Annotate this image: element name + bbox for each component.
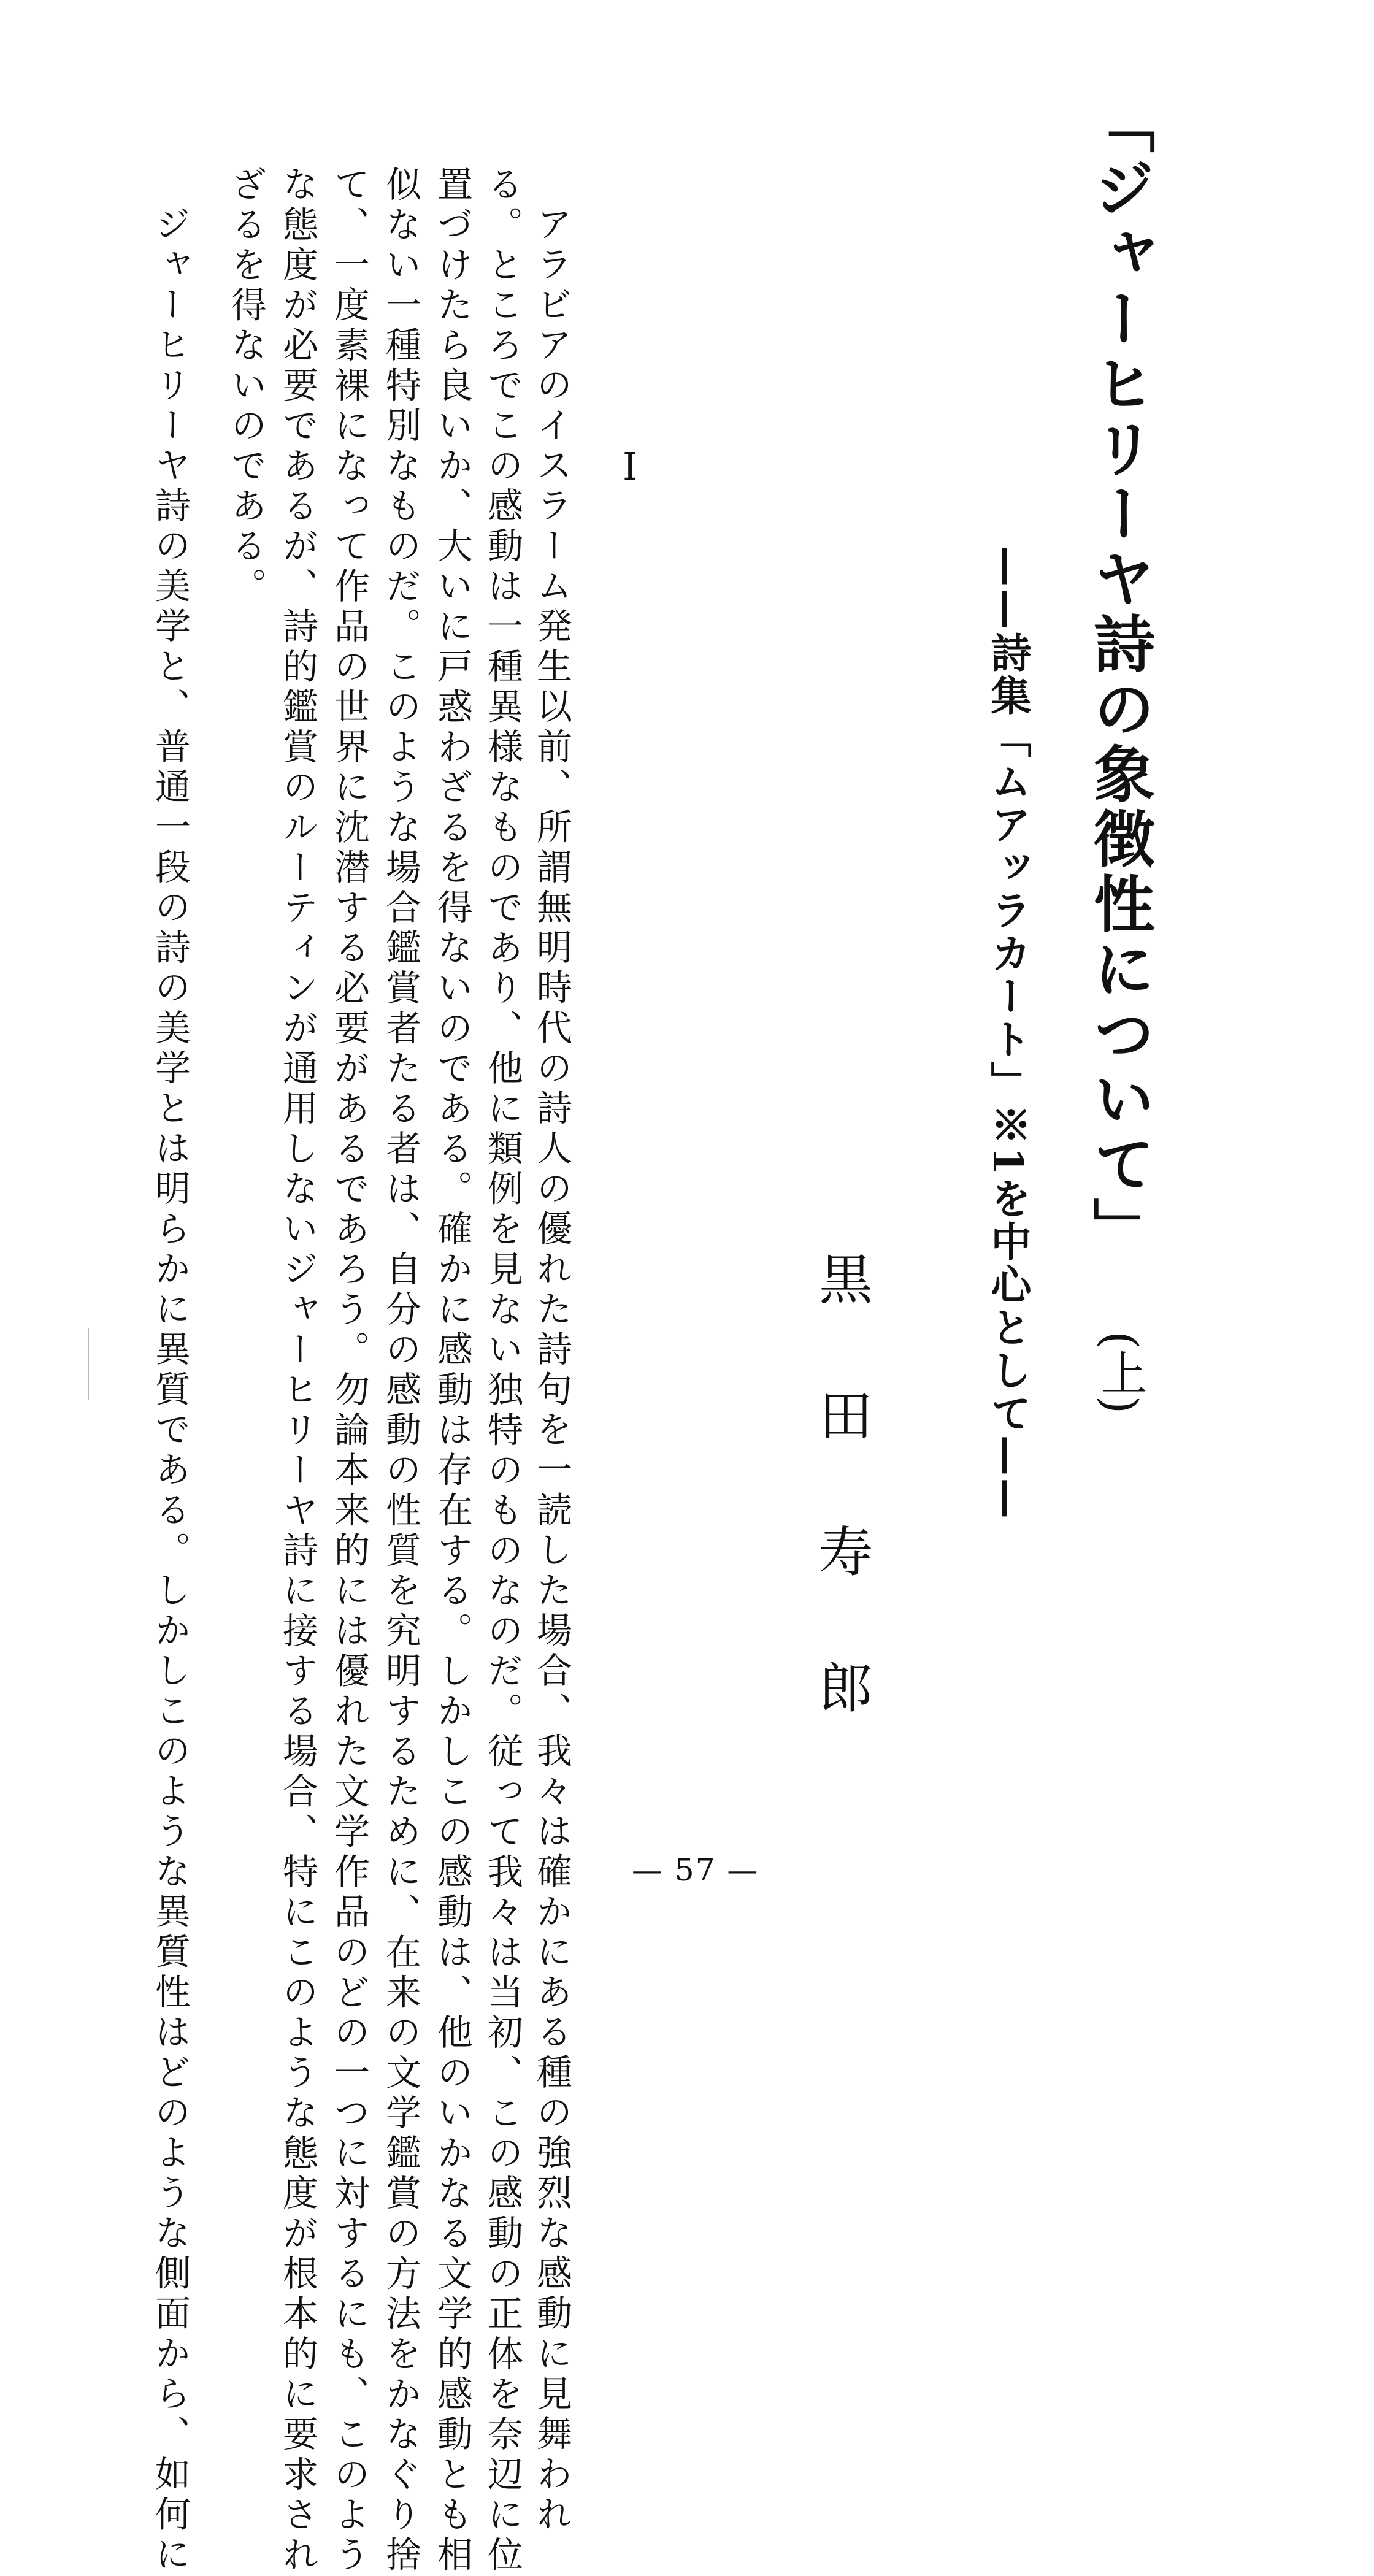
article-subtitle: ——詩集「ムアッラカート」※1を中心として—— bbox=[984, 546, 1032, 1521]
page-number: — 57 — bbox=[632, 1852, 759, 1888]
body-text-column: 置づけたら良いか、大いに戸惑わざるを得ないのである。確かに感動は存在する。しかしこの感動は、他のいかなる文学的感動とも相 bbox=[431, 166, 473, 2576]
body-text-column: アラビアのイスラーム発生以前、所謂無明時代の詩人の優れた詩句を一読した場合、我々は確かにある種の強烈な感動に見舞われ bbox=[531, 205, 572, 2536]
section-heading: I bbox=[623, 444, 638, 489]
article-title: 「ジャーヒリーヤ詩の象徴性について」 bbox=[1083, 92, 1156, 1262]
body-text-column: ざるを得ないのである。 bbox=[225, 166, 267, 608]
body-text-column: な態度が必要であるが、詩的鑑賞のルーティンが通用しないジャーヒリーヤ詩に接する場合、特にこのような態度が根本的に要求され bbox=[277, 166, 318, 2576]
author-name: 黒田寿郎 bbox=[810, 1251, 873, 1796]
body-text-column: る。ところでこの感動は一種異様なものであり、他に類例を見ない独特のものなのだ。従って我々は当初、この感動の正体を奈辺に位 bbox=[482, 166, 523, 2576]
margin-mark bbox=[88, 1328, 89, 1400]
body-text-column: て、一度素裸になって作品の世界に沈潜する必要があるであろう。勿論本来的には優れた文学作品のどの一つに対するにも、このよう bbox=[328, 166, 370, 2576]
article-volume-mark: (上) bbox=[1093, 1331, 1148, 1414]
body-text-column: 似ない一種特別なものだ。このような場合鑑賞者たる者は、自分の感動の性質を究明するために、在来の文学鑑賞の方法をかなぐり捨 bbox=[380, 166, 421, 2576]
body-text-column: ジャーヒリーヤ詩の美学と、普通一段の詩の美学とは明らかに異質である。しかしこのような異質性はどのような側面から、如何に bbox=[149, 205, 191, 2576]
